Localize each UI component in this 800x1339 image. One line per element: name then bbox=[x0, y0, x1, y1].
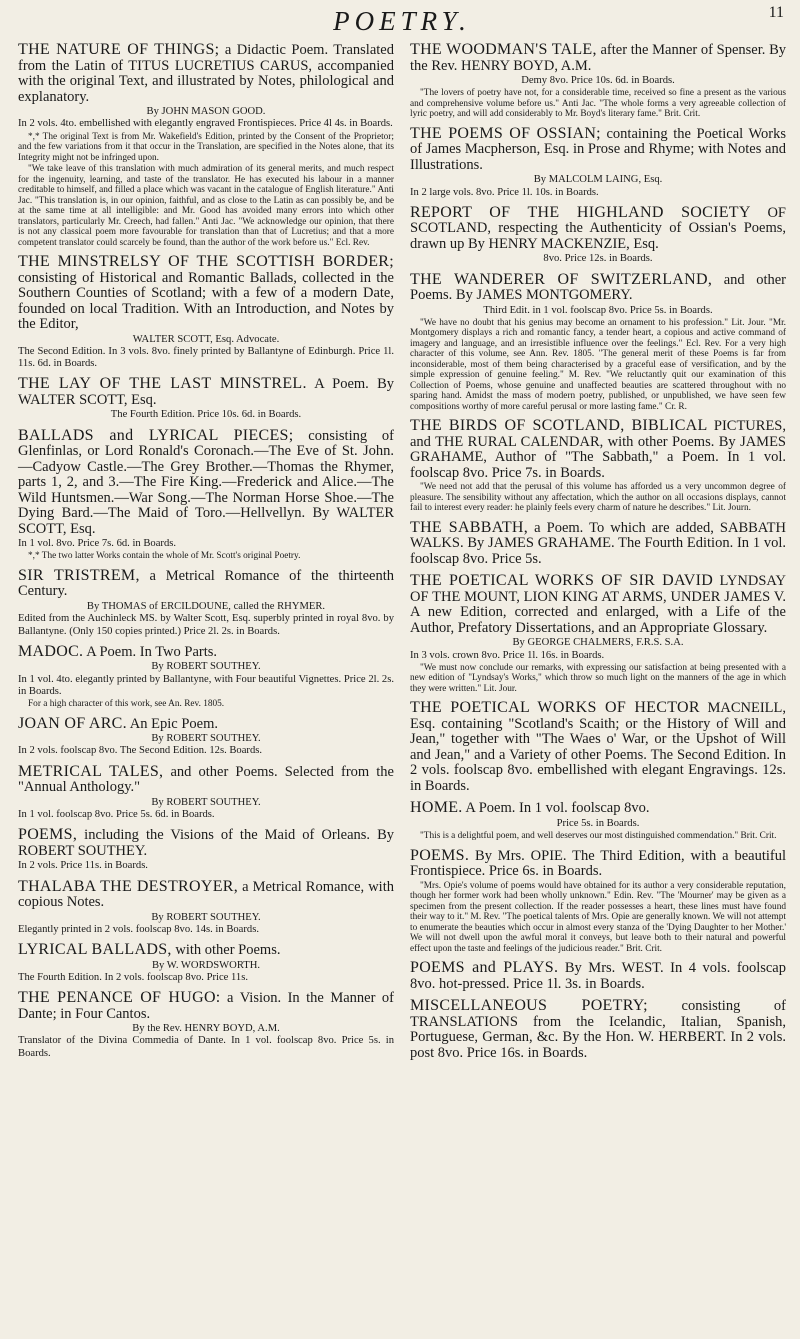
book-title bbox=[410, 959, 786, 992]
book-title-rest: a Metrical Romance of the thirteenth Century. bbox=[18, 567, 394, 600]
book-title bbox=[18, 715, 394, 733]
book-byline: By ROBERT SOUTHEY. bbox=[151, 911, 261, 923]
book-byline: By ROBERT SOUTHEY. bbox=[151, 661, 261, 673]
book-byline: By GEORGE CHALMERS, F.R.S. S.A. bbox=[512, 637, 684, 649]
book-title bbox=[410, 519, 786, 568]
book-title bbox=[18, 878, 394, 911]
book-title-rest: OF SCOTLAND, respecting the Authenticity of Ossian's Poems, drawn up By HENRY MACKENZIE, Esq. bbox=[410, 204, 786, 252]
book-entry bbox=[18, 941, 394, 984]
book-title-rest: a Poem. To which are added, SABBATH WALKS. By JAMES GRAHAME. The Fourth Edition. In 1 vol. foolscap 8vo. Price 5s. bbox=[410, 519, 786, 567]
book-details: In 2 vols. 4to. embellished with elegantly engraved Frontispieces. Price 4l 4s. in Boards. bbox=[18, 118, 393, 130]
book-entry bbox=[18, 826, 394, 872]
book-entry bbox=[18, 375, 394, 421]
book-byline: By ROBERT SOUTHEY. bbox=[151, 733, 261, 745]
review-note: "The lovers of poetry have not, for a considerable time, received so fine a present as the various and comprehensive volume before us." Anti Jac. "The whole forms a very agreeable collection of lyric poetry, and will add considerably to Mr. Boyd's literary fame." Brit. Crit. bbox=[410, 88, 786, 120]
book-title-rest: and other Poems. Selected from the "Annual Anthology." bbox=[18, 763, 394, 796]
book-title-rest: and other Poems. By JAMES MONTGOMERY. bbox=[410, 271, 787, 304]
book-title-rest: after the Manner of Spenser. By the Rev. HENRY BOYD, A.M. bbox=[410, 42, 786, 74]
book-title bbox=[410, 417, 786, 481]
book-byline: By THOMAS of ERCILDOUNE, called the RHYMER. bbox=[86, 600, 326, 612]
book-title-head: THE SABBATH, bbox=[410, 518, 529, 536]
book-entry bbox=[410, 997, 786, 1061]
book-title-rest: a Vision. In the Manner of Dante; in Four Cantos. bbox=[18, 990, 394, 1022]
book-title bbox=[410, 997, 786, 1061]
book-details: Edited from the Auchinleck MS. by Walter Scott, Esq. superbly printed in royal 8vo. by Ballantyne. (Only 150 copies printed.) Price 2l. 2s. in Boards. bbox=[18, 613, 394, 637]
book-entry bbox=[18, 567, 394, 638]
review-note: "We take leave of this translation with much admiration of its general merits, and much respect for the ingenuity, learning, and taste of the translator. He has executed his labour in a manner creditable to himself, and filled a place which was vacant in the catalogue of English literature." Anti Jac. "This translation is, in our opinion, faithful, and as close to the Latin as can possibly be, and be at the same time at all intelligible: and Mr. Good has avoided many errors into which other translators, particularly Mr. Creech, had fallen." Anti Jac. "We acknowledge our opinion, that there is not any classical poem more favourable for translation than that of Lucretius; and that a more competent translator could scarcely be found, than the author of the work before us." Ecl. Rev. bbox=[18, 164, 394, 248]
book-title-head: THE MINSTRELSY OF THE SCOTTISH BORDER; bbox=[18, 253, 394, 271]
book-title bbox=[18, 941, 394, 959]
book-title bbox=[410, 699, 786, 794]
two-column-body bbox=[18, 41, 786, 1066]
book-details: In 2 vols. Price 11s. in Boards. bbox=[18, 860, 148, 872]
book-title bbox=[410, 799, 786, 817]
book-title-rest: A Poem. In 1 vol. foolscap 8vo. bbox=[462, 800, 650, 817]
book-details: The Second Edition. In 3 vols. 8vo. finely printed by Ballantyne of Edinburgh. Price 1l. 11s. 6d. in Boards. bbox=[18, 345, 394, 370]
book-entry bbox=[18, 989, 394, 1060]
book-title bbox=[410, 204, 786, 253]
book-title-head: LYRICAL BALLADS, bbox=[18, 941, 172, 959]
book-title-head: THE WANDERER OF SWITZERLAND, bbox=[410, 270, 713, 288]
book-byline: WALTER SCOTT, Esq. Advocate. bbox=[132, 333, 280, 345]
book-entry bbox=[410, 204, 786, 266]
book-title bbox=[18, 763, 394, 796]
running-head: POETRY. bbox=[333, 6, 471, 36]
book-byline: By the Rev. HENRY BOYD, A.M. bbox=[132, 1023, 280, 1035]
book-title-rest: consisting of Glenfinlas, or Lord Ronald's Coronach.—The Eve of St. John.—Cadyow Castle.—The Grey Brother.—Thomas the Rhymer, parts 1, 2, and 3.—The Fire King.—Frederick and Alice.—The Wild Huntsmen.—War Song.—The Norman Horse Shoe.—The Dying Bard.—The Maid of Toro.—Hellvellyn. By WALTER SCOTT, Esq. bbox=[18, 427, 395, 537]
book-title-head: POEMS. bbox=[410, 846, 470, 864]
book-title-head: THE BIRDS OF SCOTLAND, BIBLICAL bbox=[410, 417, 708, 435]
book-title-rest: with other Poems. bbox=[171, 942, 281, 959]
book-details: In 2 vols. foolscap 8vo. The Second Edition. 12s. Boards. bbox=[18, 745, 263, 757]
book-entry bbox=[18, 643, 394, 710]
left-column bbox=[18, 41, 394, 1066]
book-entry bbox=[18, 763, 394, 822]
book-title-rest: LYNDSAY OF THE MOUNT, LION KING AT ARMS, UNDER JAMES V. A new Edition, corrected and enlarged, with a Life of the Author, Prefatory Dissertations, and an Appropriate Glossary. bbox=[410, 573, 786, 636]
book-title bbox=[410, 847, 786, 880]
book-title-rest: a Didactic Poem. Translated from the Latin of TITUS LUCRETIUS CARUS, accompanied with the original Text, and illustrated by Notes, philological and explanatory. bbox=[18, 42, 394, 105]
book-title-rest: An Epic Poem. bbox=[126, 715, 218, 732]
book-byline: By W. WORDSWORTH. bbox=[151, 959, 261, 971]
book-title-head: MADOC. bbox=[18, 642, 84, 660]
book-title-head: BALLADS and LYRICAL PIECES; bbox=[18, 426, 294, 444]
book-entry bbox=[410, 572, 786, 694]
review-note: For a high character of this work, see An. Rev. 1805. bbox=[28, 699, 225, 710]
page-number: 11 bbox=[768, 4, 784, 21]
review-note: "Mrs. Opie's volume of poems would have obtained for its author a very considerable reputation, though her former work had been wholly unknown." Edin. Rev. "The 'Mourner' may be given as a specimen from the present collection. If the reader possesses a heart, these lines must have found their way to it." M. Rev. "The poetical talents of Mrs. Opie are generally known. We will not attempt to enumerate the beauties which occur in almost every stanza of the 'Dying Daughter to her Mother.' We will not dwell upon the awful moral it conveys, but leave both to their natural and powerful effect upon the taste and feelings of the judicious reader." Brit. Crit. bbox=[410, 880, 786, 954]
book-details: In 3 vols. crown 8vo. Price 1l. 16s. in Boards. bbox=[410, 649, 605, 661]
book-byline: Demy 8vo. Price 10s. 6d. in Boards. bbox=[521, 75, 675, 86]
book-byline: 8vo. Price 12s. in Boards. bbox=[543, 253, 653, 265]
review-note: "This is a delightful poem, and well deserves our most distinguished commendation." Brit. Crit. bbox=[420, 831, 777, 842]
book-entry bbox=[410, 125, 786, 199]
book-title-rest: consisting of TRANSLATIONS from the Icelandic, Italian, Spanish, Portuguese, German, &c. By the Hon. W. HERBERT. In 2 vols. post 8vo. Price 16s. in Boards. bbox=[410, 998, 786, 1061]
book-title-head: THE POETICAL WORKS OF HECTOR bbox=[410, 699, 700, 717]
book-title bbox=[410, 125, 786, 174]
book-title-head: THE POEMS OF OSSIAN; bbox=[410, 124, 601, 142]
book-entry bbox=[410, 847, 786, 955]
book-title-rest: By Mrs. OPIE. The Third Edition, with a beautiful Frontispiece. Price 6s. in Boards. bbox=[410, 847, 786, 880]
book-title-rest: A Poem. In Two Parts. bbox=[83, 643, 218, 660]
book-title bbox=[18, 643, 394, 661]
book-title bbox=[410, 572, 786, 636]
review-note: *,* The original Text is from Mr. Wakefield's Edition, printed by the Consent of the Proprietor; and the few variations from it that occur in the Translation, are specified in the Notes alone, that its Integrity might not be infringed upon. bbox=[18, 131, 394, 163]
book-title-rest: including the Visions of the Maid of Orleans. By ROBERT SOUTHEY. bbox=[18, 827, 394, 859]
review-note: "We have no doubt that his genius may become an ornament to his profession." Lit. Jour. "Mr. Montgomery displays a rich and romantic fancy, a tender heart, a copious and active command of imagery and language, and an irresistible influence over the feelings." Ecl. Rev. For a very high character of this volume, see Ann. Rev. 1805. "The general merit of these Poems is far from inconsiderable, most of them being characterised by a graceful ease of versification, and by the simple expression of genuine feeling." M. Rev. "We reluctantly quit our examination of this Collection of Poems, whose genuine and unaffected beauties are scattered throughout with no sparing hand. Amidst the mass of modern poetry, published, or unpublished, we have seen few compositions worthy of more careful perusal or more lasting fame." Cr. R. bbox=[410, 317, 786, 412]
book-byline: By ROBERT SOUTHEY. bbox=[151, 796, 261, 808]
book-entry bbox=[410, 799, 786, 841]
book-title-head: THE PENANCE OF HUGO: bbox=[18, 989, 221, 1007]
book-title-rest: consisting of Historical and Romantic Ballads, collected in the Southern Counties of Scotland; with a few of a modern Date, founded on local Tradition. With an Introduction, and Notes by the Editor, bbox=[18, 269, 394, 333]
book-title-head: JOAN OF ARC. bbox=[18, 714, 127, 732]
book-byline: By JOHN MASON GOOD. bbox=[146, 106, 266, 117]
book-title-head: POEMS and PLAYS. bbox=[410, 959, 559, 977]
book-details: Elegantly printed in 2 vols. foolscap 8vo. 14s. in Boards. bbox=[18, 923, 259, 935]
right-column bbox=[410, 41, 786, 1066]
book-byline: Third Edit. in 1 vol. foolscap 8vo. Price 5s. in Boards. bbox=[483, 304, 713, 316]
book-byline: Price 5s. in Boards. bbox=[556, 817, 640, 829]
review-note: *,* The two latter Works contain the whole of Mr. Scott's original Poetry. bbox=[28, 551, 301, 562]
book-entry bbox=[410, 699, 786, 794]
book-title-head: THALABA THE DESTROYER, bbox=[18, 877, 239, 895]
book-entry bbox=[410, 41, 786, 120]
book-entry bbox=[18, 427, 394, 562]
book-title bbox=[18, 41, 394, 105]
book-title bbox=[410, 41, 786, 74]
book-title bbox=[18, 989, 394, 1022]
book-byline: The Fourth Edition. Price 10s. 6d. in Boards. bbox=[110, 409, 302, 421]
book-title bbox=[18, 427, 394, 538]
review-note: "We need not add that the perusal of this volume has afforded us a very uncommon degree of pleasure. The sensibility without any affectation, which the author on all occasions displays, cannot fail to interest every reader: he plainly feels every charm of nature he describes." Lit. Journ. bbox=[410, 482, 786, 514]
book-entry bbox=[410, 519, 786, 568]
book-entry bbox=[410, 959, 786, 992]
book-title bbox=[18, 253, 394, 333]
book-title-head: HOME. bbox=[410, 799, 463, 817]
book-title-head: THE NATURE OF THINGS; bbox=[18, 41, 220, 58]
book-details: In 1 vol. foolscap 8vo. Price 5s. 6d. in Boards. bbox=[18, 809, 215, 820]
book-title-head: POEMS, bbox=[18, 826, 78, 844]
book-details: In 1 vol. 8vo. Price 7s. 6d. in Boards. bbox=[18, 538, 177, 550]
book-title-rest: By Mrs. WEST. In 4 vols. foolscap 8vo. hot-pressed. Price 1l. 3s. in Boards. bbox=[410, 960, 786, 992]
book-entry bbox=[410, 271, 786, 413]
book-title bbox=[410, 271, 786, 304]
book-title bbox=[18, 567, 394, 600]
book-title-head: REPORT OF THE HIGHLAND SOCIETY bbox=[410, 203, 751, 221]
book-entry bbox=[18, 41, 394, 248]
book-title-rest: PICTURES, and THE RURAL CALENDAR, with other Poems. By JAMES GRAHAME, Author of "The Sabbath," a Poem. In 1 vol. foolscap 8vo. Price 7s. in Boards. bbox=[410, 418, 786, 481]
review-note: "We must now conclude our remarks, with expressing our satisfaction at being presented with a new edition of "Lyndsay's Works," which throw so much light on the manners of the age in which they were written." Lit. Jour. bbox=[410, 662, 786, 694]
book-entry bbox=[18, 253, 394, 370]
book-title-rest: MACNEILL, Esq. containing "Scotland's Scaith; or the History of Will and Jean," together with "The Waes o' War, or the Upshot of Will and Jean," and a Variety of other Poems. The Second Edition. In 2 vols. foolscap 8vo. embellished with elegant Engravings. 12s. in Boards. bbox=[410, 700, 786, 794]
book-title bbox=[18, 826, 394, 859]
book-title bbox=[18, 375, 394, 408]
book-title-head: MISCELLANEOUS POETRY; bbox=[410, 997, 648, 1015]
book-title-rest: containing the Poetical Works of James Macpherson, Esq. in Prose and Rhyme; with Notes and Illustrations. bbox=[410, 125, 786, 173]
book-title-rest: a Metrical Romance, with copious Notes. bbox=[18, 878, 394, 911]
book-title-head: THE WOODMAN'S TALE, bbox=[410, 41, 597, 58]
book-entry bbox=[18, 878, 394, 937]
book-byline: By MALCOLM LAING, Esq. bbox=[533, 174, 663, 186]
book-title-head: THE POETICAL WORKS OF SIR DAVID bbox=[410, 572, 714, 590]
book-details: Translator of the Divina Commedia of Dante. In 1 vol. foolscap 8vo. Price 5s. in Boards. bbox=[18, 1035, 394, 1059]
book-title-rest: A Poem. By WALTER SCOTT, Esq. bbox=[18, 376, 394, 408]
book-title-head: METRICAL TALES, bbox=[18, 762, 164, 780]
book-entry bbox=[18, 715, 394, 758]
book-title-head: SIR TRISTREM, bbox=[18, 566, 140, 584]
book-entry bbox=[410, 417, 786, 514]
book-details: In 2 large vols. 8vo. Price 1l. 10s. in Boards. bbox=[410, 186, 599, 198]
book-details: The Fourth Edition. In 2 vols. foolscap 8vo. Price 11s. bbox=[18, 971, 248, 983]
book-title-head: THE LAY OF THE LAST MINSTREL. bbox=[18, 375, 307, 393]
book-details: In 1 vol. 4to. elegantly printed by Ballantyne, with Four beautiful Vignettes. Price 2l. 2s. in Boards. bbox=[18, 673, 394, 697]
